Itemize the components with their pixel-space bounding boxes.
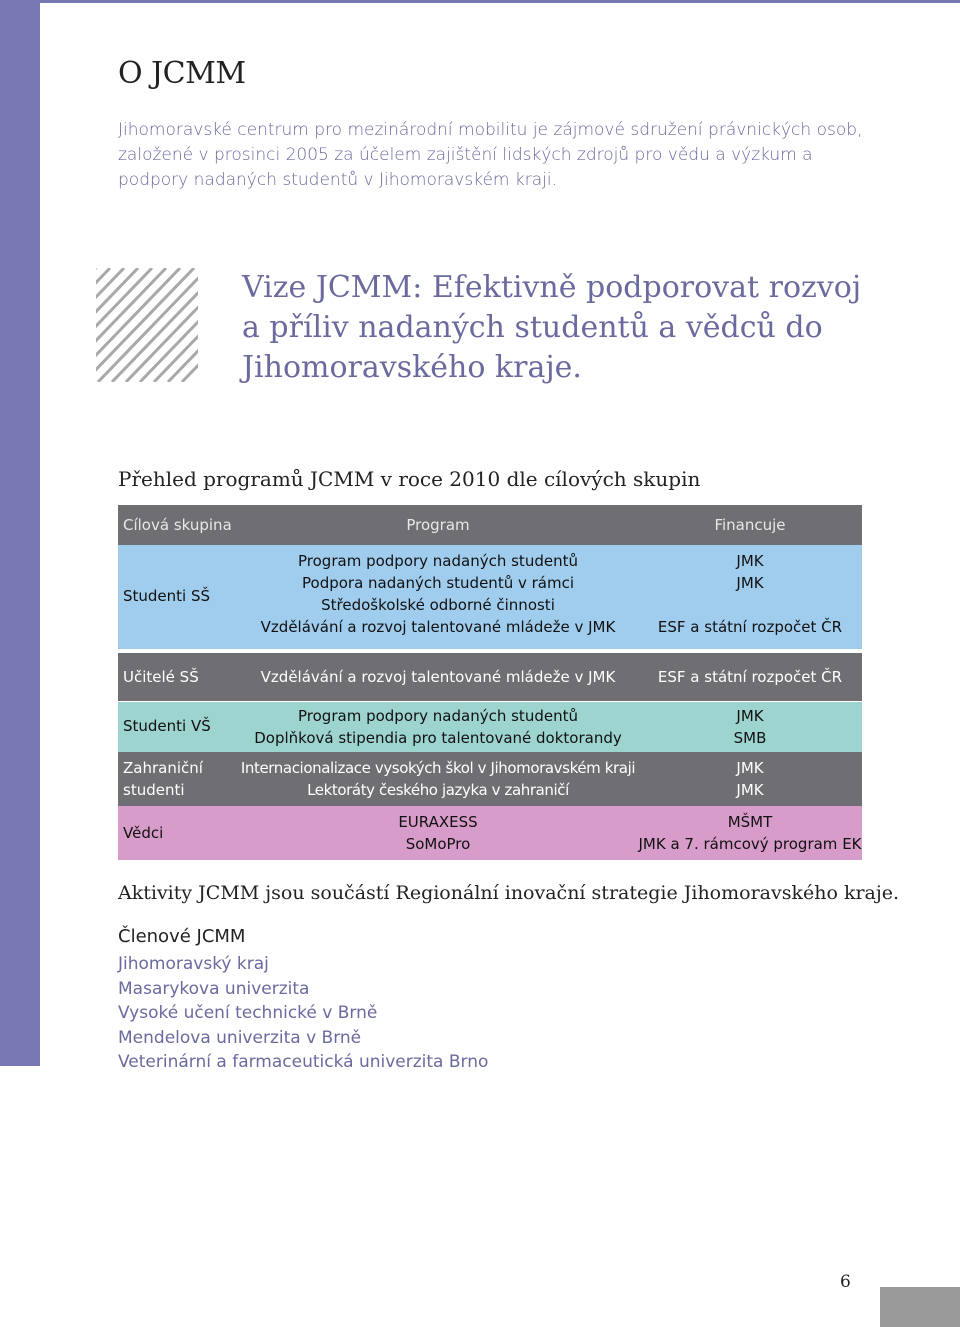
members-heading: Členové JCMM: [118, 926, 246, 947]
vision-line: Vize JCMM: Efektivně podporovat rozvoj: [242, 270, 862, 305]
table-row: [118, 806, 862, 860]
program-cell: Program podpory nadaných studentů Podpora nadaných studentů v rámci Středoškolské odborné činnosti Vzdělávání a rozvoj talentované mládeže v JMK: [260, 552, 616, 636]
funder-cell: JMK JMK ESF a státní rozpočet ČR: [657, 552, 843, 636]
list-item: Masarykova univerzita: [118, 978, 310, 999]
funder-cell: JMK JMK: [736, 759, 764, 799]
vision-statement: [242, 268, 862, 388]
left-sidebar-band: [0, 0, 40, 1066]
header-funder: Financuje: [714, 516, 786, 534]
vision-line: Jihomoravského kraje.: [242, 350, 582, 385]
table-row: [118, 545, 862, 649]
program-cell: EURAXESS SoMoPro: [398, 813, 478, 853]
list-item: Vysoké učení technické v Brně: [118, 1003, 378, 1023]
activities-statement: Aktivity JCMM jsou součástí Regionální inovační strategie Jihomoravského kraje.: [118, 882, 900, 904]
target-group-cell: Učitelé SŠ: [123, 668, 199, 686]
funder-cell: MŠMT JMK a 7. rámcový program EK: [638, 813, 862, 853]
top-rule: [40, 0, 960, 3]
intro-paragraph: Jihomoravské centrum pro mezinárodní mobilitu je zájmové sdružení právnických osob, založené v prosinci 2005 za účelem zajištění lidských zdrojů pro vědu a výzkum a podpory nadaných studentů v Jihomoravském kraji.: [118, 120, 863, 190]
table-header-row: [118, 505, 862, 545]
table-row: [118, 752, 862, 806]
list-item: Jihomoravský kraj: [118, 954, 269, 974]
page-title: O JCMM: [118, 56, 246, 91]
funder-cell: ESF a státní rozpočet ČR: [657, 668, 843, 686]
corner-block: [880, 1287, 960, 1327]
program-cell: Vzdělávání a rozvoj talentované mládeže v JMK: [260, 668, 616, 686]
program-cell: Program podpory nadaných studentů Doplňková stipendia pro talentované doktorandy: [254, 707, 622, 747]
diagonal-stripes-graphic: [96, 268, 198, 382]
header-program: Program: [406, 516, 470, 534]
list-item: Veterinární a farmaceutická univerzita Brno: [118, 1052, 489, 1072]
target-group-cell: Studenti VŠ: [123, 717, 211, 735]
table-title: Přehled programů JCMM v roce 2010 dle cílových skupin: [118, 467, 701, 491]
funder-cell: JMK SMB: [733, 707, 767, 747]
page-number: 6: [840, 1272, 851, 1292]
members-list: [118, 952, 488, 1075]
program-cell: Internacionalizace vysokých škol v Jihomoravském kraji Lektoráty českého jazyka v zahraničí: [240, 759, 636, 799]
vision-line: a příliv nadaných studentů a vědců do: [242, 310, 823, 345]
programs-table: [118, 505, 862, 860]
table-row: [118, 653, 862, 701]
table-row: [118, 702, 862, 752]
target-group-cell: Studenti SŠ: [123, 587, 211, 605]
header-target-group: Cílová skupina: [123, 516, 232, 534]
list-item: Mendelova univerzita v Brně: [118, 1027, 362, 1048]
target-group-cell: Zahraniční studenti: [123, 759, 203, 799]
target-group-cell: Vědci: [123, 824, 164, 842]
